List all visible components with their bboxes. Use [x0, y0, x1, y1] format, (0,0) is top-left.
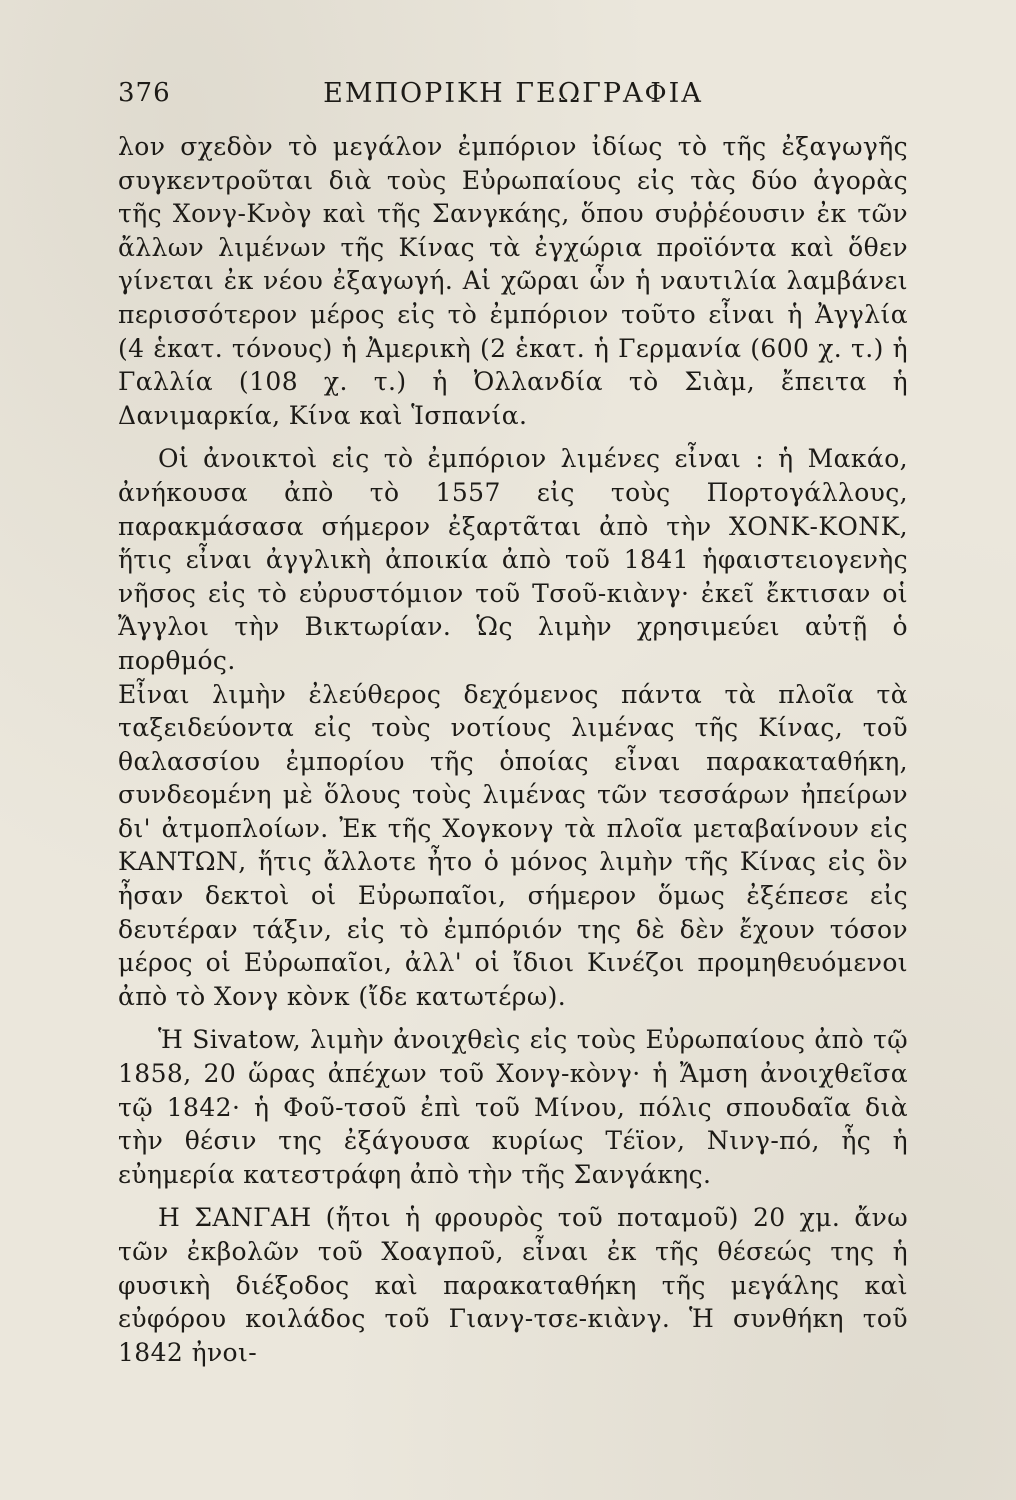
page-number: 376 [118, 78, 171, 108]
page-header [118, 72, 908, 116]
body-text [118, 130, 908, 1369]
paragraph: Η ΣΑΝΓΑΗ (ἤτοι ἡ φρουρὸς τοῦ ποταμοῦ) 20 χμ. ἄνω τῶν ἐκβολῶν τοῦ Χοαγποῦ, εἶναι ἐκ τῆς θέσεώς της ἡ φυσικὴ διέξοδος καὶ παρακαταθήκη τῆς μεγάλης καὶ εὐφόρου κοιλάδος τοῦ Γιανγ-τσε-κιὰνγ. Ἡ συνθήκη τοῦ 1842 ἠνοι- [118, 1203, 908, 1367]
paragraph: λον σχεδὸν τὸ μεγάλον ἐμπόριον ἰδίως τὸ τῆς ἐξαγωγῆς συγκεντροῦται διὰ τοὺς Εὐρωπαίους εἰς τὰς δύο ἀγορὰς τῆς Χονγ-Κνὸγ καὶ τῆς Σανγκάης, ὅπου συῤῥέουσιν ἐκ τῶν ἄλλων λιμένων τῆς Κίνας τὰ ἐγχώρια προϊόντα καὶ ὅθεν γίνεται ἐκ νέου ἐξαγωγή. Αἱ χῶραι ὧν ἡ ναυτιλία λαμβάνει περισσότερον μέρος εἰς τὸ ἐμπόριον τοῦτο εἶναι ἡ Ἀγγλία (4 ἑκατ. τόνους) ἡ Ἀμερικὴ (2 ἑκατ. ἡ Γερμανία (600 χ. τ.) ἡ Γαλλία (108 χ. τ.) ἡ Ὀλλανδία τὸ Σιὰμ, ἔπειτα ἡ Δανιμαρκία, Κίνα καὶ Ἱσπανία. [118, 132, 908, 430]
paragraph: Ἡ Sivatow, λιμὴν ἀνοιχθεὶς εἰς τοὺς Εὐρωπαίους ἀπὸ τῷ 1858, 20 ὥρας ἀπέχων τοῦ Χονγ-κὸνγ· ἡ Ἄμση ἀνοιχθεῖσα τῷ 1842· ἡ Φοῦ-τσοῦ ἐπὶ τοῦ Μίνου, πόλις σπουδαῖα διὰ τὴν θέσιν της ἐξάγουσα κυρίως Τέϊον, Νινγ-πό, ἧς ἡ εὐημερία κατεστράφη ἀπὸ τὴν τῆς Σανγάκης. [118, 1025, 908, 1189]
paragraph: Εἶναι λιμὴν ἐλεύθερος δεχόμενος πάντα τὰ πλοῖα τὰ ταξειδεύοντα εἰς τοὺς νοτίους λιμένας τῆς Κίνας, τοῦ θαλασσίου ἐμπορίου τῆς ὁποίας εἶναι παρακαταθήκη, συνδεομένη μὲ ὅλους τοὺς λιμένας τῶν τεσσάρων ἠπείρων δι' ἀτμοπλοίων. Ἐκ τῆς Χογκονγ τὰ πλοῖα μεταβαίνουν εἰς ΚΑΝΤΩΝ, ἥτις ἄλλοτε ἦτο ὁ μόνος λιμὴν τῆς Κίνας εἰς ὃν ἦσαν δεκτοὶ οἱ Εὐρωπαῖοι, σήμερον ὅμως ἐξέπεσε εἰς δευτέραν τάξιν, εἰς τὸ ἐμπόριόν της δὲ δὲν ἔχουν τόσον μέρος οἱ Εὐρωπαῖοι, ἀλλ' οἱ ἴδιοι Κινέζοι προμηθευόμενοι ἀπὸ τὸ Χονγ κὸνκ (ἴδε κατωτέρω). [118, 679, 908, 1011]
paragraph: Οἱ ἀνοικτοὶ εἰς τὸ ἐμπόριον λιμένες εἶναι : ἡ Μακάο, ἀνήκουσα ἀπὸ τὸ 1557 εἰς τοὺς Πορτογάλλους, παρακμάσασα σήμερον ἐξαρτᾶται ἀπὸ τὴν ΧΟΝΚ-ΚΟΝΚ, ἥτις εἶναι ἀγγλικὴ ἀποικία ἀπὸ τοῦ 1841 ἡφαιστειογενὴς νῆσος εἰς τὸ εὐρυστόμιον τοῦ Τσοῦ-κιὰνγ· ἐκεῖ ἔκτισαν οἱ Ἄγγλοι τὴν Βικτωρίαν. Ὡς λιμὴν χρησιμεύει αὐτῇ ὁ πορθμός. [118, 444, 908, 675]
running-title: ΕΜΠΟΡΙΚΗ ΓΕΩΓΡΑΦΙΑ [323, 78, 703, 109]
